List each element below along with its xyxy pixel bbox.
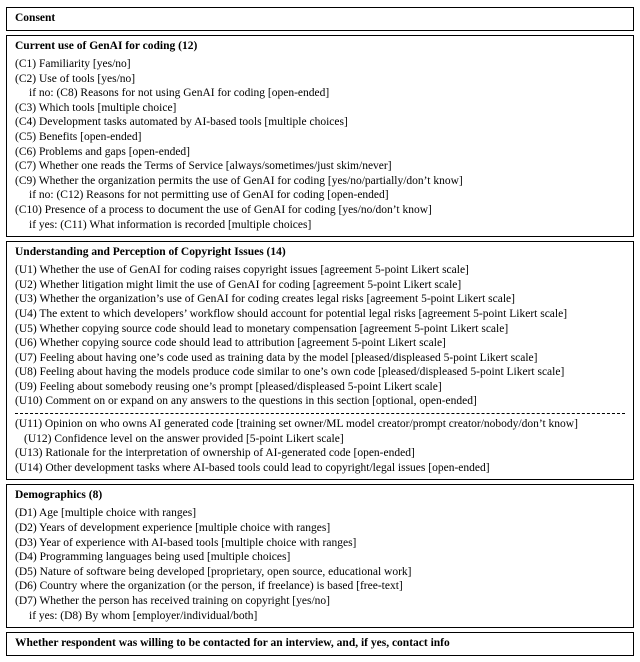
- survey-item: (D5) Nature of software being developed [proprietary, open source, educational work]: [15, 565, 412, 578]
- survey-item: (C1) Familiarity [yes/no]: [15, 58, 131, 70]
- survey-item-conditional: if no: (C8) Reasons for not using GenAI for coding [open-ended]: [29, 87, 330, 100]
- section-title: Current use of GenAI for coding (12): [15, 40, 198, 52]
- survey-item: (U1) Whether the use of GenAI for coding raises copyright issues [agreement 5-point Likert scale]: [15, 264, 469, 277]
- section-title: Demographics (8): [15, 489, 103, 502]
- survey-item: (U6) Whether copying source code should lead to attribution [agreement 5-point Likert scale]: [15, 337, 446, 350]
- section-current-use: [6, 35, 634, 237]
- survey-item-conditional: (U12) Confidence level on the answer provided [5-point Likert scale]: [24, 432, 344, 445]
- survey-item: (D3) Year of experience with AI-based tools [multiple choice with ranges]: [15, 536, 357, 549]
- section-title: Consent: [15, 12, 56, 24]
- survey-item: (U11) Opinion on who owns AI generated code [training set owner/ML model creator/prompt creator/nobody/don’t know]: [15, 418, 578, 431]
- survey-item: (U5) Whether copying source code should lead to monetary compensation [agreement 5-point Likert scale]: [15, 322, 509, 335]
- survey-item: (U2) Whether litigation might limit the use of GenAI for coding [agreement 5-point Likert scale]: [15, 278, 462, 291]
- section-demographics: [6, 484, 634, 628]
- survey-item-conditional: if yes: (C11) What information is recorded [multiple choices]: [29, 218, 312, 231]
- survey-item: (D7) Whether the person has received training on copyright [yes/no]: [15, 595, 330, 607]
- survey-item: (C3) Which tools [multiple choice]: [15, 101, 177, 114]
- survey-item: (U14) Other development tasks where AI-based tools could lead to copyright/legal issues [open-ended]: [15, 461, 490, 474]
- section-copyright-perception: [6, 241, 634, 480]
- survey-item-conditional: if yes: (D8) By whom [employer/individual/both]: [29, 609, 258, 622]
- survey-item: (U8) Feeling about having the models produce code similar to one’s own code [pleased/displeased 5-point Likert scale]: [15, 366, 565, 379]
- section-title: Understanding and Perception of Copyright Issues (14): [15, 246, 286, 259]
- survey-item: (U10) Comment on or expand on any answers to the questions in this section [optional, open-ended]: [15, 395, 477, 408]
- survey-item: (C6) Problems and gaps [open-ended]: [15, 145, 191, 158]
- survey-item: (C4) Development tasks automated by AI-based tools [multiple choices]: [15, 116, 348, 129]
- survey-item: (C7) Whether one reads the Terms of Service [always/sometimes/just skim/never]: [15, 160, 392, 173]
- survey-item: (U4) The extent to which developers’ workflow should account for potential legal risks [agreement 5-point Likert scale]: [15, 307, 568, 320]
- survey-item: (D2) Years of development experience [multiple choice with ranges]: [15, 522, 331, 535]
- survey-item: (U7) Feeling about having one’s code used as training data by the model [pleased/displeased 5-point Likert scale]: [15, 351, 538, 364]
- survey-item: (C9) Whether the organization permits the use of GenAI for coding [yes/no/partially/don’t know]: [15, 174, 463, 187]
- survey-item: (U13) Rationale for the interpretation of ownership of AI-generated code [open-ended]: [15, 447, 415, 460]
- survey-item: (C10) Presence of a process to document the use of GenAI for coding [yes/no/don’t know]: [15, 203, 432, 216]
- survey-item: (U9) Feeling about somebody reusing one’s prompt [pleased/displeased 5-point Likert scale]: [15, 380, 442, 393]
- survey-item: (D6) Country where the organization (or the person, if freelance) is based [free-text]: [15, 580, 403, 593]
- survey-item: (C2) Use of tools [yes/no]: [15, 72, 136, 85]
- survey-item: (U3) Whether the organization’s use of GenAI for coding creates legal risks [agreement 5-point Likert scale]: [15, 293, 515, 306]
- survey-item-conditional: if no: (C12) Reasons for not permitting use of GenAI for coding [open-ended]: [29, 189, 389, 202]
- survey-item: (C5) Benefits [open-ended]: [15, 130, 142, 143]
- dashed-divider: [15, 413, 625, 414]
- section-consent: [6, 7, 634, 31]
- survey-item: (D4) Programming languages being used [multiple choices]: [15, 551, 291, 564]
- section-title: Whether respondent was willing to be contacted for an interview, and, if yes, contact info: [15, 637, 450, 650]
- survey-item: (D1) Age [multiple choice with ranges]: [15, 507, 197, 520]
- section-contact: [6, 632, 634, 656]
